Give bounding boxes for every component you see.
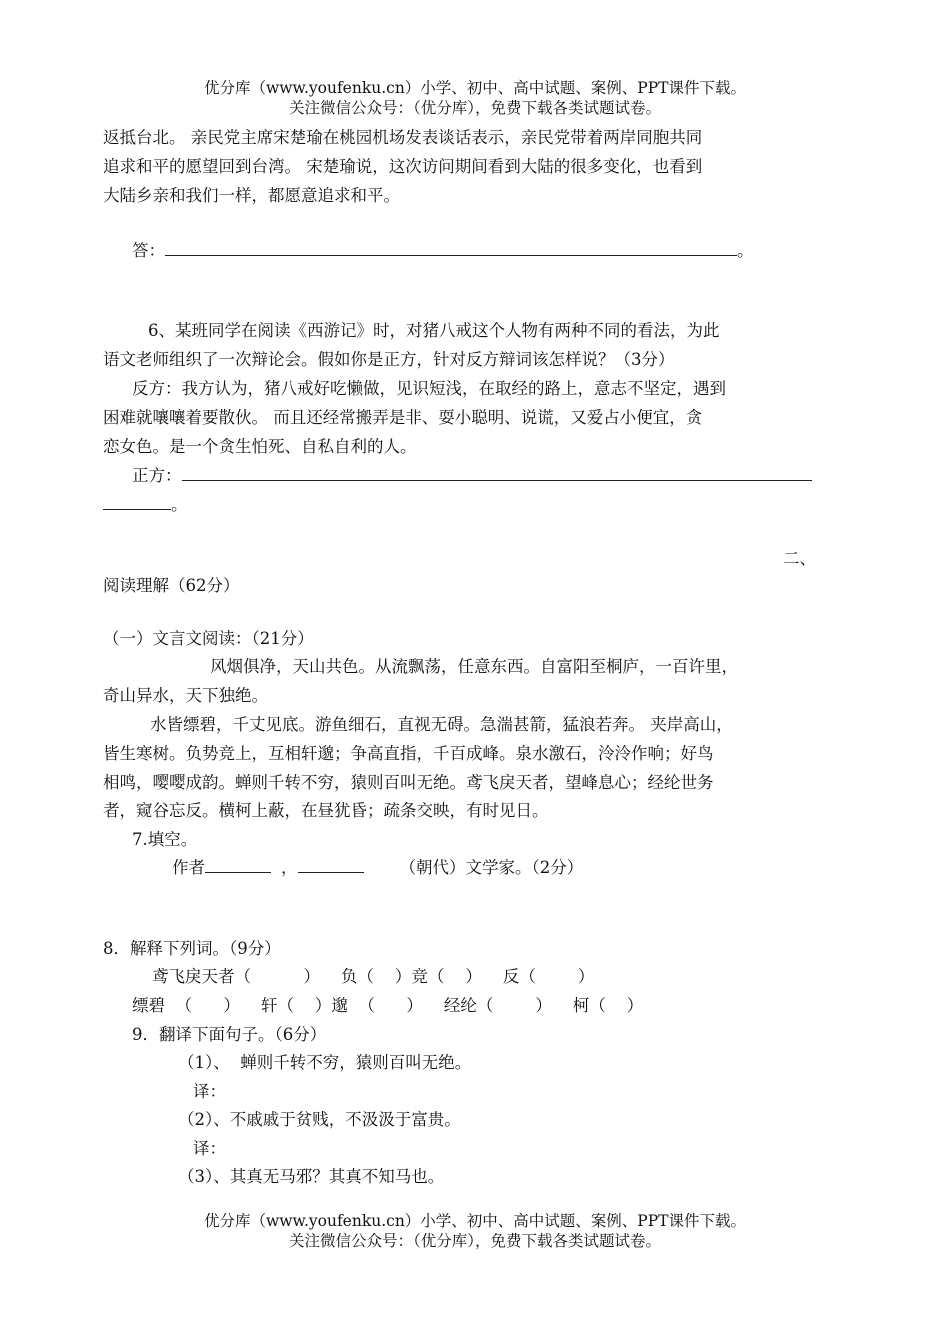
q9-translate-1: 译： [193, 1082, 226, 1101]
header-line-2: 关注微信公众号：（优分库），免费下载各类试题试卷。 [288, 99, 661, 117]
q8-title: 8．解释下列词。（9分） [103, 939, 281, 958]
header-line-1: 优分库（www.youfenku.cn）小学、初中、高中试题、案例、PPT课件下载。 [203, 79, 747, 97]
q7-comma: ， [281, 858, 298, 877]
q7-dynasty-blank[interactable] [298, 857, 364, 873]
footer-line-1: 优分库（www.youfenku.cn）小学、初中、高中试题、案例、PPT课件下载。 [203, 1212, 747, 1230]
q7-author-blank[interactable] [205, 857, 271, 873]
q7-rest: （朝代）文学家。（2分） [399, 858, 584, 877]
classical-p1-line-1: 风烟俱净，天山共色。从流飘荡，任意东西。自富阳至桐庐，一百许里， [210, 657, 738, 676]
classical-p2-line-4: 者，窥谷忘反。横柯上蔽，在昼犹昏；疏条交映，有时见日。 [103, 801, 549, 820]
zheng-row [132, 465, 812, 487]
classical-heading: （一）文言文阅读：（21分） [103, 629, 314, 648]
section-title: 阅读理解（62分） [103, 576, 240, 595]
q8-row-2: 缥碧 （ ） 轩（ ）邈 （ ） 经纶（ ） 柯（ ） [132, 996, 644, 1015]
zheng-label: 正方： [132, 466, 182, 485]
zheng-blank-1[interactable] [182, 465, 812, 481]
classical-p2-line-1: 水皆缥碧，千丈见底。游鱼细石，直视无碍。急湍甚箭，猛浪若奔。 夹岸高山， [150, 715, 733, 734]
q8-row-1: 鸢飞戾天者（ ） 负（ ）竞（ ） 反（ ） [152, 967, 595, 986]
footer-line-2: 关注微信公众号：（优分库），免费下载各类试题试卷。 [288, 1232, 661, 1250]
q6-line-2: 语文老师组织了一次辩论会。假如你是正方，针对反方辩词该怎样说？（3分） [103, 350, 675, 369]
q9-translate-2: 译： [193, 1139, 226, 1158]
q9-sentence-2: （2）、不戚戚于贫贱，不汲汲于富贵。 [178, 1110, 461, 1129]
zheng-end: 。 [171, 495, 188, 514]
answer-blank[interactable] [165, 240, 737, 256]
classical-p2-line-3: 相鸣，嘤嘤成韵。蝉则千转不穷，猿则百叫无绝。鸢飞戾天者，望峰息心；经纶世务 [103, 773, 714, 792]
q9-sentence-3: （3）、其真无马邪？其真不知马也。 [178, 1167, 445, 1186]
q7-title: 7.填空。 [132, 830, 198, 849]
classical-p1-line-2: 奇山异水，天下独绝。 [103, 686, 268, 705]
answer-label: 答： [132, 241, 165, 260]
q6-line-1: 6、某班同学在阅读《西游记》时，对猪八戒这个人物有两种不同的看法，为此 [148, 321, 720, 340]
answer-row [132, 240, 754, 262]
q6-fan-line-3: 恋女色。是一个贪生怕死、自私自利的人。 [103, 437, 417, 456]
q7-row [172, 857, 583, 879]
q9-title: 9．翻译下面句子。（6分） [132, 1025, 327, 1044]
q7-author-label: 作者 [172, 858, 205, 877]
q6-fan-line-1: 反方：我方认为，猪八戒好吃懒做，见识短浅，在取经的路上，意志不坚定，遇到 [132, 379, 726, 398]
passage-line-3: 大陆乡亲和我们一样，都愿意追求和平。 [103, 186, 400, 205]
answer-end: 。 [737, 241, 754, 260]
zheng-blank-2[interactable] [103, 494, 171, 510]
section-number: 二、 [783, 549, 816, 568]
zheng-row-2 [103, 494, 188, 516]
classical-p2-line-2: 皆生寒树。负势竞上，互相轩邈；争高直指，千百成峰。泉水激石，泠泠作响；好鸟 [103, 744, 714, 763]
passage-line-2: 追求和平的愿望回到台湾。 宋楚瑜说，这次访问期间看到大陆的很多变化，也看到 [103, 157, 703, 176]
q6-fan-line-2: 困难就嚷嚷着要散伙。 而且还经常搬弄是非、耍小聪明、说谎，又爱占小便宜，贪 [103, 408, 703, 427]
passage-line-1: 返抵台北。 亲民党主席宋楚瑜在桃园机场发表谈话表示，亲民党带着两岸同胞共同 [103, 128, 703, 147]
q9-sentence-1: （1）、 蝉则千转不穷，猿则百叫无绝。 [178, 1053, 472, 1072]
